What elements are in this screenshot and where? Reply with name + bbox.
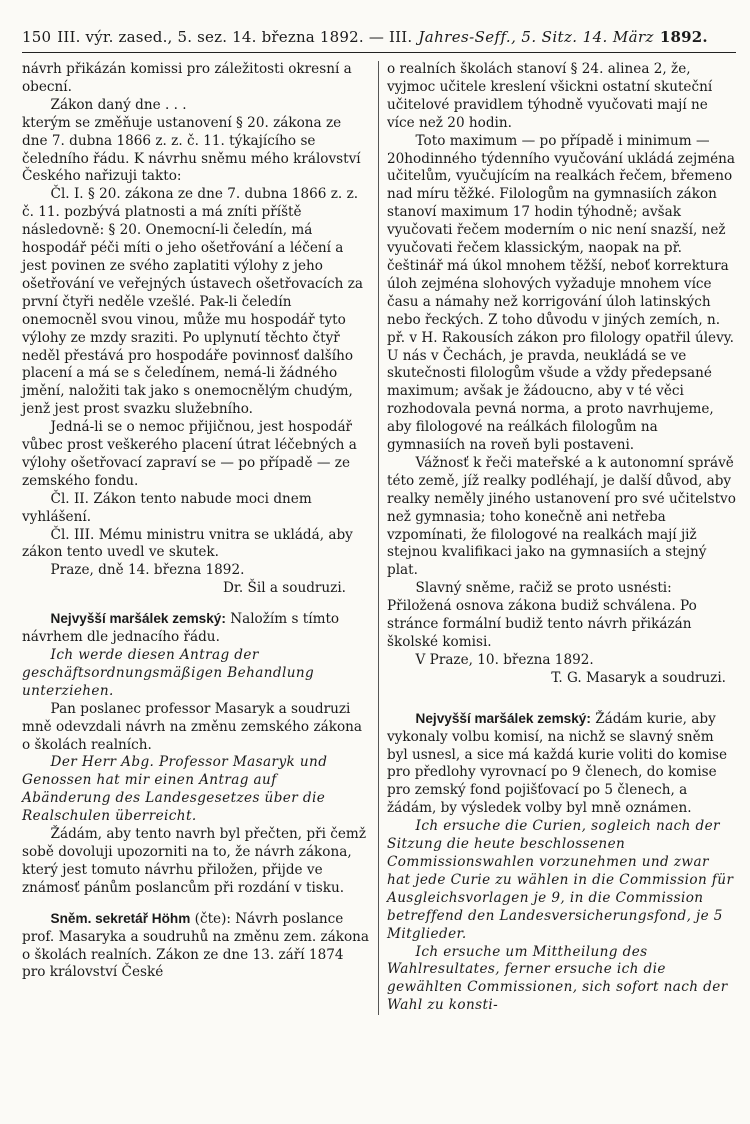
paragraph: Zákon daný dne . . . [50,96,187,113]
paragraph: kterým se změňuje ustanovení § 20. zákona ze dne 7. dubna 1866 z. z. č. 11. týkajícího se čeledního řádu. K návrhu sněmu mého království Českého nařizuji takto: [22,114,361,185]
paragraph: Čl. III. Mému ministru vnitra se ukládá, aby zákon tento uvedl ve skutek. [22,526,353,561]
speech [22,910,370,983]
header-text-czech: III. výr. zased., 5. sez. 14. března 1892. — III. [57,28,413,46]
speaker-name: Nejvyšší maršálek zemský: [415,710,591,726]
two-column-body [22,61,736,1015]
paragraph: V Praze, 10. března 1892. [415,651,594,668]
speech [22,610,370,647]
speech-text: Žádám kurie, aby vykonaly volbu komisí, na nichž se slavný sněm byl usnesl, a sice má každá kurie voliti do komise pro předlohy vyrovnací po 9 členech, do komise pro zemský fond pojišťovací po 5 členech, a žádám, by výsledek volby byl mně oznámen. [387,710,728,817]
paragraph: Jedná-li se o nemoc přijičnou, jest hospodář vůbec prost veškerého placení útrat léčebných a výlohy ošetřovací zapraví se — po případě — ze zemského fondu. [22,419,357,489]
speech-german: Ich ersuche um Mittheilung des Wahlresultates, ferner ersuche ich die gewählten Commissionen, sich sofort nach der Wahl zu konsti- [387,943,728,1014]
paragraph: o realních školách stanoví § 24. alinea 2, že, vyjmoc učitele kreslení všickni ostatní skuteční učitelové pravidlem týhodně vyučovati mají ne více než 20 hodin. [387,61,713,131]
paragraph: návrh přikázán komissi pro záležitosti okresní a obecní. [22,61,352,95]
speaker-name: Sněm. sekretář Höhm [50,910,191,926]
right-column [379,61,736,1015]
speech-german: Ich ersuche die Curien, sogleich nach der Sitzung die heute beschlossenen Commissionswahlen vorzunehmen und zwar hat jede Curie zu wählen in die Commission für Ausgleichsvorlagen je 9, in die Commission betreffend den Landesversicherungsfond, je 5 Mitglieder. [387,818,734,942]
header-year: 1892. [659,28,708,46]
speech-german: Der Herr Abg. Professor Masaryk und Genossen hat mir einen Antrag auf Abänderung des Landesgesetzes über die Realschulen überreicht. [22,754,328,825]
speech-text: (čte): Návrh poslance prof. Masaryka a soudruhů na změnu zem. zákona o školách realních. Zákon ze dne 13. září 1874 pro království České [22,910,370,981]
page-number: 150 [22,28,52,46]
speech [387,710,736,818]
paragraph: Vážnosť k řeči mateřské a k autonomní správě této země, jíž realky podléhají, je další důvod, aby realky neměly jiného ustanovení pro své učitelstvo než gymnasia; toho konečně ani netřeba vzpomínati, že filologové na realkách mají již stejnou kvalifikaci jako na gymnasiích a stejný plat. [387,454,736,579]
paragraph: Čl. I. § 20. zákona ze dne 7. dubna 1866 z. z. č. 11. pozbývá platnosti a má zníti příště následovně: § 20. Onemocní-li čeledín, má hospodář péči míti o jeho ošetřování a léčení a jest povinen ze svého zaplatiti výlohy z jeho ošetřování ve veřejných ústavech ošetřovacích za první čtyři neděle vzešlé. Pak-li čeledín onemocněl svou vinou, může mu hospodář tyto výlohy ze mzdy sraziti. Po uplynutí těchto čtyř neděl přestává pro hospodáře povinnosť dalšího placení a má se s čeledínem, nemá-li žádného jmění, naložiti tak jako s onemocnělým chudým, jenž jest prost svazku služebního. [22,186,363,418]
signature: T. G. Masaryk a soudruzi. [551,669,726,686]
paragraph: Praze, dně 14. března 1892. [50,562,245,579]
signature: Dr. Šil a soudruzi. [222,580,346,597]
speech-text: Naložím s tímto návrhem dle jednacího řádu. [22,611,340,646]
speaker-name: Nejvyšší maršálek zemský: [50,611,226,627]
running-header [22,28,736,53]
speech: Žádám, aby tento navrh byl přečten, při čemž sobě dovoluji upozorniti na to, že návrh zákona, který jest tomuto návrhu přiložen, přijde ve známosť pánům poslancům při rozdání v tisku. [22,826,366,896]
paragraph: Čl. II. Zákon tento nabude moci dnem vyhlášení. [22,490,312,525]
speech-german: Ich werde diesen Antrag der geschäftsordnungsmäßigen Behandlung unterziehen. [22,647,315,699]
header-text-german: Jahres-Seff., 5. Sitz. 14. März [418,28,654,46]
paragraph: Slavný sněme, račiž se proto usnésti: Přiložená osnova zákona budiž schválena. Po stránce formální budiž tento návrh přikázán školské komisi. [387,580,697,650]
speech: Pan poslanec professor Masaryk a soudruzi mně odevzdali návrh na změnu zemského zákona o školách realních. [22,700,362,753]
paragraph: Toto maximum — po případě i minimum — 20hodinného týdenního vyučování ukládá zejména učitelům, vyučujícím na realkách řečem, břemeno nad míru těžké. Filologům na gymnasiích zákon stanoví maximum 17 hodin týhodně; avšak vyučovati řečem moderním o nic není snazší, než vyučovati řečem klassickým, naopak na př. češtinář má úkol mnohem těžší, neboť korrektura úloh zejména slohových vyžaduje mnohem více času a námahy než korrigování úloh latinských nebo řeckých. Z toho důvodu v jiných zemích, n. př. v H. Rakousích zákon pro filology opatřil úlevy. U nás v Čechách, je pravda, neukládá se ve skutečnosti filologům všude a vždy předepsané maximum; avšak je žádoucno, aby v té věci rozhodovala pevná norma, a proto navrhujeme, aby filologové na reálkách filologům na gymnasiích na roveň byli postaveni. [387,132,736,454]
left-column [22,61,379,1015]
